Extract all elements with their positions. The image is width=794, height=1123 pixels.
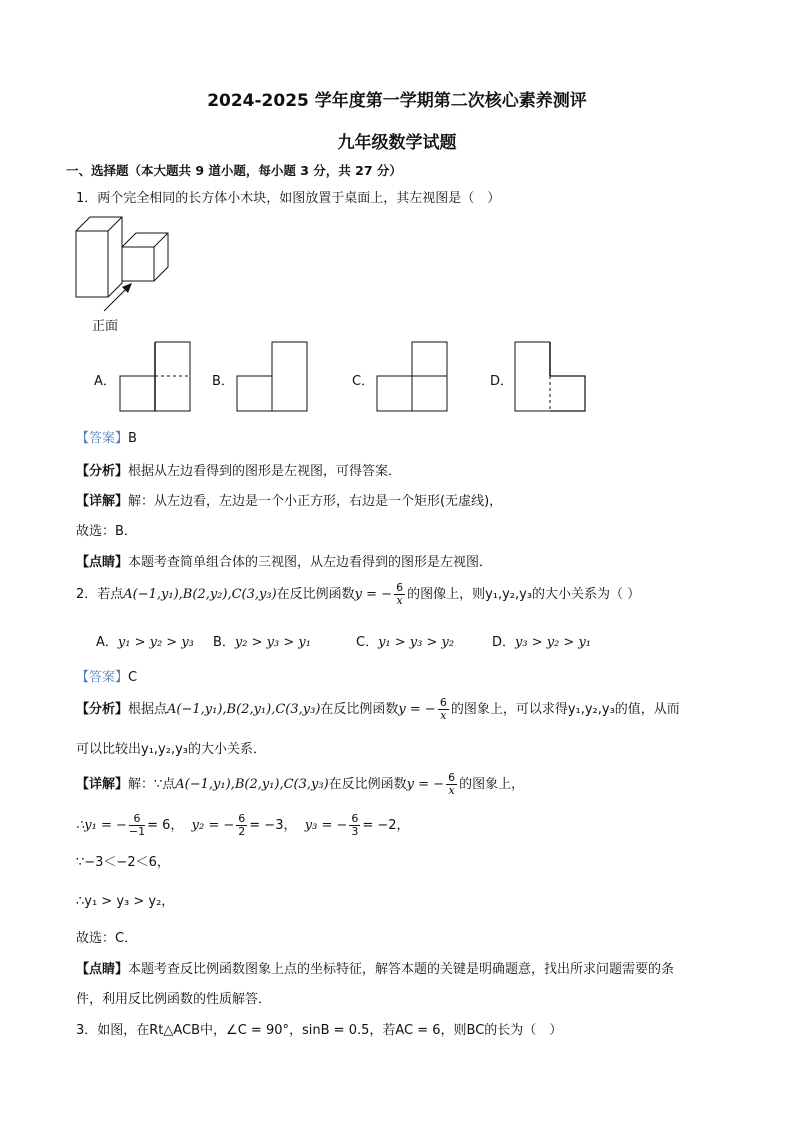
denominator: x <box>448 784 455 797</box>
denominator: x <box>440 709 447 722</box>
denominator: 3 <box>351 825 359 838</box>
detail-points: A(−1,y₁),B(2,y₁),C(3,y₃) <box>175 777 329 792</box>
func-lhs: y = − <box>398 702 436 717</box>
numerator: 6 <box>439 696 447 709</box>
q2-detail <box>76 772 524 797</box>
y1-rhs: = 6， <box>147 818 184 833</box>
answer-value: C <box>128 670 138 685</box>
q1-detail <box>76 490 502 509</box>
analysis-text: 根据从左边看得到的图形是左视图，可得答案． <box>128 464 402 479</box>
q2-stem-prefix: 2．若点 <box>76 587 124 602</box>
numerator: 6 <box>129 813 145 826</box>
y3-lhs: y₃ = − <box>304 818 348 833</box>
answer-label: 【答案】 <box>76 431 129 446</box>
option-text: y₁ > y₃ > y₂ <box>378 635 455 650</box>
detail-prefix: 解：∵点 <box>128 777 176 792</box>
q2-analysis-line2: 可以比较出y₁,y₂,y₃的大小关系． <box>76 742 266 757</box>
section-heading: 一、选择题（本大题共 9 道小题，每小题 3 分，共 27 分） <box>66 163 402 178</box>
numerator: 6 <box>238 812 246 825</box>
answer-value: B <box>128 431 137 446</box>
q2-stem-suffix: 的图像上，则y₁,y₂,y₃的大小关系为（ ） <box>407 587 641 602</box>
numerator: 6 <box>351 812 359 825</box>
q1-answer <box>76 427 137 446</box>
q2-comment-line2: 件，利用反比例函数的性质解答． <box>76 992 272 1007</box>
denominator: −1 <box>128 825 146 838</box>
q2-func-fraction <box>394 582 405 607</box>
comment-text: 本题考查简单组合体的三视图，从左边看得到的图形是左视图． <box>128 555 493 570</box>
option-text: y₃ > y₂ > y₁ <box>515 635 591 650</box>
q3-stem: 3．如图，在Rt△ACB中，∠C = 90°，sinB = 0.5，若AC = 6，则BC的长为（ ） <box>76 1023 563 1038</box>
exam-title: 2024-2025 学年度第一学期第二次核心素养测评 <box>207 91 587 111</box>
comment-label: 【点睛】 <box>76 962 129 977</box>
q1-option-b-label: B． <box>212 374 234 389</box>
analysis-points: A(−1,y₁),B(2,y₁),C(3,y₃) <box>167 702 321 717</box>
detail-suffix: 的图象上， <box>459 777 525 792</box>
option-text: y₁ > y₂ > y₃ <box>117 635 194 650</box>
y2-fraction <box>236 813 247 838</box>
func-fraction <box>438 697 449 722</box>
q1-option-a-label: A． <box>94 374 116 389</box>
q1-option-d-figure <box>513 340 587 414</box>
func-lhs: y = − <box>406 777 445 792</box>
q2-answer <box>76 666 137 685</box>
y2-rhs: = −3， <box>249 818 297 833</box>
y3-rhs: = −2， <box>362 818 410 833</box>
denominator: x <box>396 594 403 607</box>
analysis-prefix: 根据点 <box>128 702 168 717</box>
option-label: B． <box>213 635 235 650</box>
analysis-suffix: 的图象上，可以求得y₁,y₂,y₃的值，从而 <box>450 702 680 717</box>
option-text: y₂ > y₃ > y₁ <box>234 635 311 650</box>
comment-line1: 本题考查反比例函数图象上点的坐标特征，解答本题的关键是明确题意，找出所求问题需要的条 <box>128 962 675 977</box>
numerator: 6 <box>396 581 404 594</box>
q1-analysis <box>76 460 401 479</box>
y1-lhs: ∴y₁ = − <box>76 818 127 833</box>
q2-points: A(−1,y₁),B(2,y₂),C(3,y₃) <box>123 587 277 602</box>
q1-choice: 故选：B． <box>76 524 137 539</box>
q2-compare: ∵−3＜−2＜6， <box>76 855 170 870</box>
q2-option-b <box>213 631 311 650</box>
q1-option-c-figure <box>375 340 449 414</box>
func-fraction <box>446 772 457 797</box>
q2-stem <box>76 582 640 607</box>
denominator: 2 <box>238 825 246 838</box>
analysis-mid: 在反比例函数 <box>320 702 399 717</box>
option-label: C． <box>356 635 379 650</box>
comment-label: 【点睛】 <box>76 555 129 570</box>
y3-fraction <box>349 813 360 838</box>
q1-option-c-label: C． <box>352 374 375 389</box>
q2-stem-mid: 在反比例函数 <box>276 587 355 602</box>
q2-option-a <box>96 631 194 650</box>
y1-fraction <box>129 813 145 838</box>
q2-func-lhs: y = − <box>354 587 393 602</box>
q1-comment <box>76 551 492 570</box>
q2-option-c <box>356 631 454 650</box>
y2-lhs: y₂ = − <box>191 818 235 833</box>
detail-mid: 在反比例函数 <box>328 777 407 792</box>
q2-calc <box>76 813 410 838</box>
q2-option-d <box>492 631 591 650</box>
q2-conclude: ∴y₁ > y₃ > y₂， <box>76 894 175 909</box>
option-label: A． <box>96 635 118 650</box>
detail-text: 解：从左边看，左边是一个小正方形，右边是一个矩形(无虚线)， <box>128 494 503 509</box>
exam-subtitle: 九年级数学试题 <box>337 133 457 153</box>
detail-label: 【详解】 <box>76 777 129 792</box>
q1-option-b-figure <box>235 340 309 414</box>
q1-option-d-label: D． <box>490 374 514 389</box>
numerator: 6 <box>448 771 456 784</box>
q2-analysis <box>76 697 680 722</box>
q1-blocks-figure <box>70 215 180 320</box>
analysis-label: 【分析】 <box>76 702 129 717</box>
q1-front-label: 正面 <box>92 319 119 334</box>
q1-option-a-figure <box>118 340 192 414</box>
q1-stem: 1．两个完全相同的长方体小木块，如图放置于桌面上，其左视图是（ ） <box>76 191 501 206</box>
answer-label: 【答案】 <box>76 670 129 685</box>
analysis-label: 【分析】 <box>76 464 129 479</box>
q2-choice: 故选：C． <box>76 931 138 946</box>
q2-comment <box>76 958 674 977</box>
detail-label: 【详解】 <box>76 494 129 509</box>
option-label: D． <box>492 635 516 650</box>
